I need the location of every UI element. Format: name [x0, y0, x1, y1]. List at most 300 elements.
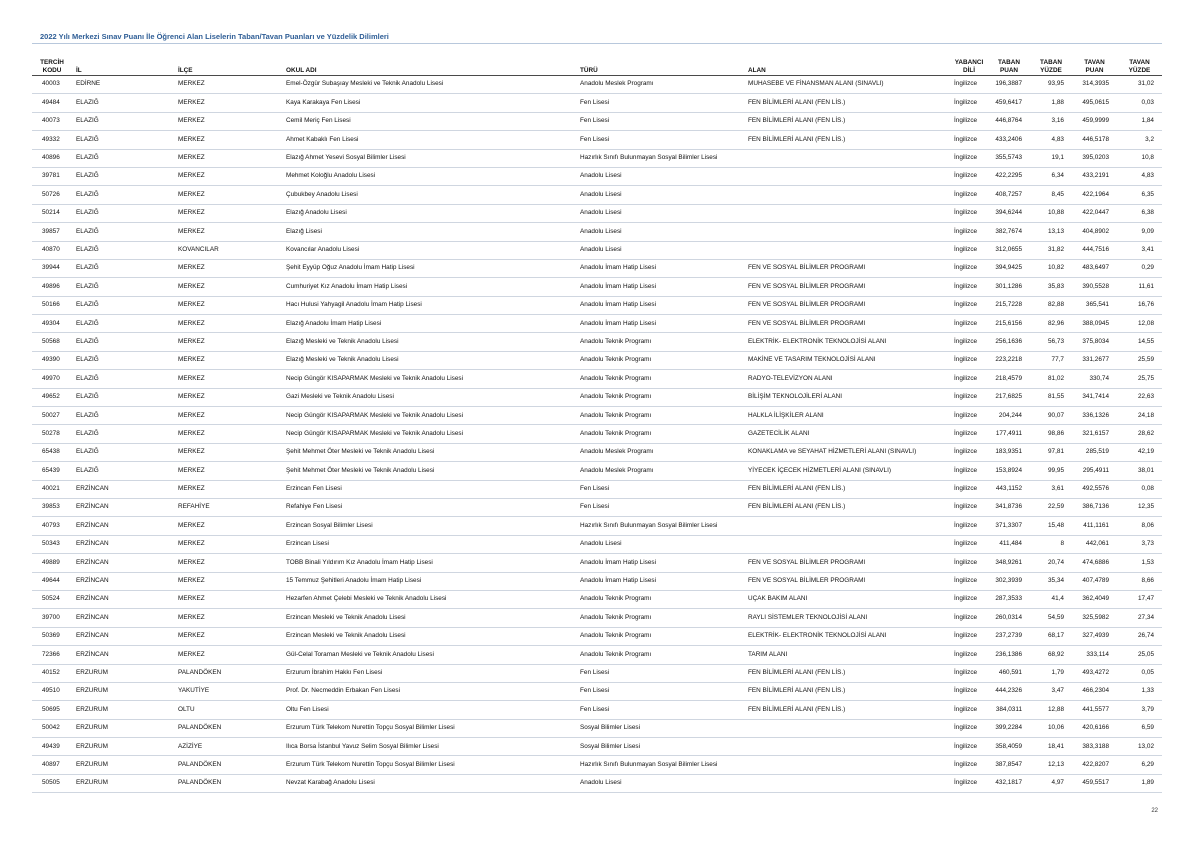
- cell-taban-puan: 204,244: [988, 407, 1030, 425]
- cell-okul-adi: Şehit Mehmet Öter Mesleki ve Teknik Anadolu Lisesi: [282, 462, 576, 480]
- cell-ilce: MERKEZ: [174, 554, 282, 572]
- cell-taban-yuzde: 82,88: [1030, 296, 1072, 314]
- cell-yabanci-dili: İngilizce: [950, 259, 988, 277]
- table-row: [32, 167, 1162, 185]
- table-row: [32, 701, 1162, 719]
- cell-ilce: PALANDÖKEN: [174, 756, 282, 774]
- cell-ilce: MERKEZ: [174, 462, 282, 480]
- cell-tercih-kodu: 49439: [32, 738, 72, 756]
- cell-tavan-puan: 388,0945: [1072, 315, 1117, 333]
- cell-ilce: MERKEZ: [174, 425, 282, 443]
- cell-tercih-kodu: 50166: [32, 296, 72, 314]
- cell-tercih-kodu: 50027: [32, 407, 72, 425]
- cell-yabanci-dili: İngilizce: [950, 682, 988, 700]
- cell-tercih-kodu: 40152: [32, 664, 72, 682]
- table-row: [32, 223, 1162, 241]
- cell-yabanci-dili: İngilizce: [950, 407, 988, 425]
- cell-okul-adi: Elazığ Anadolu Lisesi: [282, 204, 576, 222]
- cell-yabanci-dili: İngilizce: [950, 646, 988, 664]
- cell-taban-yuzde: 3,47: [1030, 682, 1072, 700]
- cell-tavan-yuzde: 3,73: [1117, 535, 1162, 553]
- cell-alan: FEN BİLİMLERİ ALANI (FEN LİS.): [744, 664, 950, 682]
- cell-il: ELAZIĞ: [72, 333, 174, 351]
- cell-taban-yuzde: 35,34: [1030, 572, 1072, 590]
- cell-taban-puan: 446,8764: [988, 112, 1030, 130]
- cell-turu: Anadolu İmam Hatip Lisesi: [576, 278, 744, 296]
- cell-alan: [744, 774, 950, 792]
- cell-taban-yuzde: 8: [1030, 535, 1072, 553]
- table-row: [32, 112, 1162, 130]
- cell-tavan-puan: 375,8034: [1072, 333, 1117, 351]
- cell-ilce: MERKEZ: [174, 278, 282, 296]
- cell-il: ERZİNCAN: [72, 517, 174, 535]
- cell-tercih-kodu: 50568: [32, 333, 72, 351]
- cell-il: ERZİNCAN: [72, 480, 174, 498]
- cell-taban-puan: 183,9351: [988, 443, 1030, 461]
- cell-turu: Anadolu İmam Hatip Lisesi: [576, 296, 744, 314]
- cell-tavan-puan: 331,2677: [1072, 351, 1117, 369]
- cell-turu: Hazırlık Sınıfı Bulunmayan Sosyal Bilimler Lisesi: [576, 149, 744, 167]
- cell-il: ERZURUM: [72, 738, 174, 756]
- cell-okul-adi: Prof. Dr. Necmeddin Erbakan Fen Lisesi: [282, 682, 576, 700]
- cell-ilce: MERKEZ: [174, 517, 282, 535]
- cell-yabanci-dili: İngilizce: [950, 517, 988, 535]
- cell-taban-yuzde: 1,88: [1030, 94, 1072, 112]
- cell-turu: Anadolu Teknik Programı: [576, 388, 744, 406]
- cell-il: ELAZIĞ: [72, 259, 174, 277]
- cell-ilce: OLTU: [174, 701, 282, 719]
- cell-tercih-kodu: 49484: [32, 94, 72, 112]
- cell-tavan-yuzde: 26,74: [1117, 627, 1162, 645]
- cell-alan: BİLİŞİM TEKNOLOJİLERİ ALANI: [744, 388, 950, 406]
- table-row: [32, 296, 1162, 314]
- cell-alan: KONAKLAMA ve SEYAHAT HİZMETLERİ ALANI (SINAVLI): [744, 443, 950, 461]
- header-tercih-kodu: TERCİH KODU: [32, 56, 72, 76]
- cell-alan: FEN BİLİMLERİ ALANI (FEN LİS.): [744, 112, 950, 130]
- cell-ilce: YAKUTİYE: [174, 682, 282, 700]
- cell-alan: FEN VE SOSYAL BİLİMLER PROGRAMI: [744, 554, 950, 572]
- header-alan: ALAN: [744, 56, 950, 76]
- cell-tercih-kodu: 49332: [32, 131, 72, 149]
- cell-alan: TARIM ALANI: [744, 646, 950, 664]
- cell-taban-yuzde: 1,79: [1030, 664, 1072, 682]
- cell-yabanci-dili: İngilizce: [950, 738, 988, 756]
- cell-yabanci-dili: İngilizce: [950, 76, 988, 94]
- cell-taban-puan: 215,6156: [988, 315, 1030, 333]
- cell-tavan-yuzde: 9,09: [1117, 223, 1162, 241]
- cell-alan: FEN BİLİMLERİ ALANI (FEN LİS.): [744, 94, 950, 112]
- cell-il: ELAZIĞ: [72, 131, 174, 149]
- cell-yabanci-dili: İngilizce: [950, 719, 988, 737]
- cell-tavan-yuzde: 12,35: [1117, 498, 1162, 516]
- cell-tavan-yuzde: 0,29: [1117, 259, 1162, 277]
- cell-taban-yuzde: 97,81: [1030, 443, 1072, 461]
- cell-tercih-kodu: 39781: [32, 167, 72, 185]
- table-row: [32, 738, 1162, 756]
- cell-tavan-puan: 495,0615: [1072, 94, 1117, 112]
- cell-taban-puan: 432,1817: [988, 774, 1030, 792]
- cell-tavan-yuzde: 6,29: [1117, 756, 1162, 774]
- cell-okul-adi: Erzurum Türk Telekom Nurettin Topçu Sosyal Bilimler Lisesi: [282, 756, 576, 774]
- cell-tercih-kodu: 50042: [32, 719, 72, 737]
- cell-tavan-puan: 422,1964: [1072, 186, 1117, 204]
- table-row: [32, 186, 1162, 204]
- table-row: [32, 204, 1162, 222]
- cell-alan: FEN VE SOSYAL BİLİMLER PROGRAMI: [744, 315, 950, 333]
- table-row: [32, 535, 1162, 553]
- cell-taban-puan: 355,5743: [988, 149, 1030, 167]
- cell-tavan-puan: 295,4911: [1072, 462, 1117, 480]
- cell-il: ELAZIĞ: [72, 204, 174, 222]
- cell-ilce: MERKEZ: [174, 259, 282, 277]
- cell-okul-adi: Erzincan Lisesi: [282, 535, 576, 553]
- cell-taban-yuzde: 98,86: [1030, 425, 1072, 443]
- cell-tercih-kodu: 39853: [32, 498, 72, 516]
- cell-alan: FEN BİLİMLERİ ALANI (FEN LİS.): [744, 701, 950, 719]
- cell-okul-adi: Necip Güngör KISAPARMAK Mesleki ve Teknik Anadolu Lisesi: [282, 370, 576, 388]
- cell-tercih-kodu: 49970: [32, 370, 72, 388]
- cell-taban-yuzde: 15,48: [1030, 517, 1072, 535]
- cell-taban-puan: 444,2326: [988, 682, 1030, 700]
- cell-tercih-kodu: 49652: [32, 388, 72, 406]
- cell-okul-adi: TOBB Binali Yıldırım Kız Anadolu İmam Hatip Lisesi: [282, 554, 576, 572]
- cell-taban-puan: 382,7674: [988, 223, 1030, 241]
- cell-il: ELAZIĞ: [72, 296, 174, 314]
- header-taban-puan: TABAN PUAN: [988, 56, 1030, 76]
- cell-taban-puan: 217,6825: [988, 388, 1030, 406]
- table-row: [32, 241, 1162, 259]
- cell-taban-yuzde: 3,16: [1030, 112, 1072, 130]
- cell-il: ELAZIĞ: [72, 351, 174, 369]
- cell-taban-puan: 341,8736: [988, 498, 1030, 516]
- cell-yabanci-dili: İngilizce: [950, 112, 988, 130]
- header-ilce: İLÇE: [174, 56, 282, 76]
- cell-tavan-yuzde: 13,02: [1117, 738, 1162, 756]
- cell-alan: YİYECEK İÇECEK HİZMETLERİ ALANI (SINAVLI): [744, 462, 950, 480]
- cell-alan: [744, 149, 950, 167]
- cell-tercih-kodu: 40793: [32, 517, 72, 535]
- cell-okul-adi: Erzincan Mesleki ve Teknik Anadolu Lisesi: [282, 609, 576, 627]
- cell-taban-puan: 399,2284: [988, 719, 1030, 737]
- cell-ilce: MERKEZ: [174, 388, 282, 406]
- cell-il: ELAZIĞ: [72, 370, 174, 388]
- cell-okul-adi: Nevzat Karabağ Anadolu Lisesi: [282, 774, 576, 792]
- cell-taban-yuzde: 10,88: [1030, 204, 1072, 222]
- table-row: [32, 443, 1162, 461]
- cell-taban-yuzde: 19,1: [1030, 149, 1072, 167]
- table-body: [32, 76, 1162, 793]
- cell-tavan-puan: 492,5576: [1072, 480, 1117, 498]
- cell-taban-yuzde: 12,88: [1030, 701, 1072, 719]
- cell-turu: Hazırlık Sınıfı Bulunmayan Sosyal Bilimler Lisesi: [576, 517, 744, 535]
- cell-taban-puan: 387,8547: [988, 756, 1030, 774]
- cell-tavan-yuzde: 11,61: [1117, 278, 1162, 296]
- cell-tavan-yuzde: 24,18: [1117, 407, 1162, 425]
- cell-il: ERZİNCAN: [72, 609, 174, 627]
- cell-alan: [744, 517, 950, 535]
- cell-yabanci-dili: İngilizce: [950, 315, 988, 333]
- cell-il: ERZİNCAN: [72, 498, 174, 516]
- cell-tavan-yuzde: 10,8: [1117, 149, 1162, 167]
- cell-tercih-kodu: 50214: [32, 204, 72, 222]
- cell-alan: UÇAK BAKIM ALANI: [744, 590, 950, 608]
- cell-taban-puan: 394,6244: [988, 204, 1030, 222]
- cell-tavan-puan: 362,4049: [1072, 590, 1117, 608]
- cell-tavan-yuzde: 27,34: [1117, 609, 1162, 627]
- header-yabanci-dili: YABANCI DİLİ: [950, 56, 988, 76]
- cell-tavan-yuzde: 28,62: [1117, 425, 1162, 443]
- table-row: [32, 333, 1162, 351]
- cell-taban-yuzde: 10,82: [1030, 259, 1072, 277]
- cell-il: ERZURUM: [72, 664, 174, 682]
- cell-ilce: MERKEZ: [174, 646, 282, 664]
- cell-tavan-puan: 442,061: [1072, 535, 1117, 553]
- table-row: [32, 76, 1162, 94]
- cell-tercih-kodu: 40870: [32, 241, 72, 259]
- cell-alan: FEN VE SOSYAL BİLİMLER PROGRAMI: [744, 259, 950, 277]
- cell-taban-yuzde: 22,59: [1030, 498, 1072, 516]
- table-row: [32, 774, 1162, 792]
- cell-taban-yuzde: 18,41: [1030, 738, 1072, 756]
- cell-il: ERZİNCAN: [72, 590, 174, 608]
- cell-turu: Anadolu İmam Hatip Lisesi: [576, 259, 744, 277]
- cell-tercih-kodu: 39944: [32, 259, 72, 277]
- cell-taban-yuzde: 12,13: [1030, 756, 1072, 774]
- table-row: [32, 370, 1162, 388]
- cell-turu: Anadolu Teknik Programı: [576, 627, 744, 645]
- cell-turu: Anadolu İmam Hatip Lisesi: [576, 572, 744, 590]
- cell-ilce: MERKEZ: [174, 94, 282, 112]
- cell-alan: FEN VE SOSYAL BİLİMLER PROGRAMI: [744, 572, 950, 590]
- cell-taban-yuzde: 81,02: [1030, 370, 1072, 388]
- cell-okul-adi: Mehmet Koloğlu Anadolu Lisesi: [282, 167, 576, 185]
- cell-yabanci-dili: İngilizce: [950, 425, 988, 443]
- cell-taban-puan: 153,8924: [988, 462, 1030, 480]
- cell-okul-adi: Hacı Hulusi Yahyagil Anadolu İmam Hatip Lisesi: [282, 296, 576, 314]
- cell-turu: Anadolu Lisesi: [576, 535, 744, 553]
- cell-tercih-kodu: 49390: [32, 351, 72, 369]
- cell-yabanci-dili: İngilizce: [950, 756, 988, 774]
- cell-tavan-yuzde: 22,63: [1117, 388, 1162, 406]
- cell-okul-adi: Erzurum İbrahim Hakkı Fen Lisesi: [282, 664, 576, 682]
- cell-tercih-kodu: 65438: [32, 443, 72, 461]
- cell-tavan-puan: 420,6166: [1072, 719, 1117, 737]
- cell-taban-yuzde: 3,61: [1030, 480, 1072, 498]
- cell-taban-yuzde: 68,92: [1030, 646, 1072, 664]
- cell-il: ELAZIĞ: [72, 167, 174, 185]
- table-row: [32, 388, 1162, 406]
- cell-taban-puan: 196,3887: [988, 76, 1030, 94]
- cell-taban-puan: 236,1386: [988, 646, 1030, 664]
- cell-tavan-puan: 459,9999: [1072, 112, 1117, 130]
- cell-turu: Fen Lisesi: [576, 131, 744, 149]
- cell-yabanci-dili: İngilizce: [950, 351, 988, 369]
- cell-yabanci-dili: İngilizce: [950, 388, 988, 406]
- cell-taban-yuzde: 41,4: [1030, 590, 1072, 608]
- header-okul-adi: OKUL ADI: [282, 56, 576, 76]
- cell-ilce: PALANDÖKEN: [174, 664, 282, 682]
- table-row: [32, 664, 1162, 682]
- cell-okul-adi: Erzincan Sosyal Bilimler Lisesi: [282, 517, 576, 535]
- cell-okul-adi: Refahiye Fen Lisesi: [282, 498, 576, 516]
- cell-ilce: MERKEZ: [174, 76, 282, 94]
- cell-turu: Fen Lisesi: [576, 112, 744, 130]
- cell-tavan-puan: 383,3188: [1072, 738, 1117, 756]
- cell-yabanci-dili: İngilizce: [950, 774, 988, 792]
- cell-il: ELAZIĞ: [72, 462, 174, 480]
- cell-ilce: MERKEZ: [174, 590, 282, 608]
- cell-alan: [744, 241, 950, 259]
- cell-tavan-puan: 433,2191: [1072, 167, 1117, 185]
- cell-ilce: MERKEZ: [174, 351, 282, 369]
- cell-il: ELAZIĞ: [72, 443, 174, 461]
- cell-okul-adi: Elazığ Mesleki ve Teknik Anadolu Lisesi: [282, 351, 576, 369]
- cell-okul-adi: Gül-Celal Toraman Mesleki ve Teknik Anadolu Lisesi: [282, 646, 576, 664]
- cell-tercih-kodu: 65439: [32, 462, 72, 480]
- cell-ilce: MERKEZ: [174, 609, 282, 627]
- cell-taban-puan: 371,3307: [988, 517, 1030, 535]
- cell-turu: Anadolu Lisesi: [576, 186, 744, 204]
- cell-alan: [744, 756, 950, 774]
- cell-taban-puan: 301,1286: [988, 278, 1030, 296]
- cell-yabanci-dili: İngilizce: [950, 627, 988, 645]
- cell-okul-adi: Ilıca Borsa İstanbul Yavuz Selim Sosyal Bilimler Lisesi: [282, 738, 576, 756]
- cell-taban-puan: 384,0311: [988, 701, 1030, 719]
- cell-taban-puan: 223,2218: [988, 351, 1030, 369]
- cell-tercih-kodu: 50343: [32, 535, 72, 553]
- header-turu: TÜRÜ: [576, 56, 744, 76]
- cell-okul-adi: Elazığ Ahmet Yesevi Sosyal Bilimler Lisesi: [282, 149, 576, 167]
- cell-yabanci-dili: İngilizce: [950, 664, 988, 682]
- cell-ilce: MERKEZ: [174, 204, 282, 222]
- cell-alan: RAYLI SİSTEMLER TEKNOLOJİSİ ALANI: [744, 609, 950, 627]
- cell-il: ERZİNCAN: [72, 572, 174, 590]
- cell-il: ELAZIĞ: [72, 241, 174, 259]
- cell-il: ERZURUM: [72, 701, 174, 719]
- cell-okul-adi: Cumhuriyet Kız Anadolu İmam Hatip Lisesi: [282, 278, 576, 296]
- page-title: 2022 Yılı Merkezi Sınav Puanı İle Öğrenci Alan Liselerin Taban/Tavan Puanları ve Yüzdelik Dilimleri: [40, 32, 389, 41]
- cell-tercih-kodu: 50505: [32, 774, 72, 792]
- table-row: [32, 351, 1162, 369]
- cell-tercih-kodu: 50369: [32, 627, 72, 645]
- cell-okul-adi: Kaya Karakaya Fen Lisesi: [282, 94, 576, 112]
- cell-turu: Anadolu İmam Hatip Lisesi: [576, 315, 744, 333]
- cell-il: ELAZIĞ: [72, 278, 174, 296]
- cell-tavan-puan: 474,6886: [1072, 554, 1117, 572]
- cell-tavan-yuzde: 4,83: [1117, 167, 1162, 185]
- cell-tavan-puan: 466,2304: [1072, 682, 1117, 700]
- cell-alan: [744, 167, 950, 185]
- cell-turu: Anadolu Teknik Programı: [576, 590, 744, 608]
- cell-turu: Anadolu Lisesi: [576, 223, 744, 241]
- cell-il: ELAZIĞ: [72, 425, 174, 443]
- cell-il: ERZURUM: [72, 756, 174, 774]
- cell-tercih-kodu: 50524: [32, 590, 72, 608]
- header-il: İL: [72, 56, 174, 76]
- cell-tavan-yuzde: 0,05: [1117, 664, 1162, 682]
- cell-okul-adi: Necip Güngör KISAPARMAK Mesleki ve Teknik Anadolu Lisesi: [282, 425, 576, 443]
- cell-alan: GAZETECİLİK ALANI: [744, 425, 950, 443]
- cell-alan: [744, 186, 950, 204]
- table-row: [32, 554, 1162, 572]
- cell-okul-adi: Çubukbey Anadolu Lisesi: [282, 186, 576, 204]
- header-tavan-puan: TAVAN PUAN: [1072, 56, 1117, 76]
- cell-turu: Anadolu Teknik Programı: [576, 407, 744, 425]
- cell-turu: Fen Lisesi: [576, 701, 744, 719]
- cell-tercih-kodu: 40021: [32, 480, 72, 498]
- cell-yabanci-dili: İngilizce: [950, 333, 988, 351]
- cell-taban-puan: 237,2739: [988, 627, 1030, 645]
- cell-il: ERZİNCAN: [72, 646, 174, 664]
- cell-il: ELAZIĞ: [72, 94, 174, 112]
- cell-taban-puan: 460,591: [988, 664, 1030, 682]
- table-row: [32, 259, 1162, 277]
- cell-taban-puan: 411,484: [988, 535, 1030, 553]
- cell-tavan-puan: 441,5577: [1072, 701, 1117, 719]
- cell-taban-yuzde: 6,34: [1030, 167, 1072, 185]
- cell-yabanci-dili: İngilizce: [950, 572, 988, 590]
- cell-il: ERZURUM: [72, 682, 174, 700]
- cell-tercih-kodu: 50695: [32, 701, 72, 719]
- cell-turu: Anadolu Teknik Programı: [576, 425, 744, 443]
- table-row: [32, 590, 1162, 608]
- cell-tavan-yuzde: 31,02: [1117, 76, 1162, 94]
- cell-tavan-puan: 459,5517: [1072, 774, 1117, 792]
- table-row: [32, 517, 1162, 535]
- cell-alan: FEN BİLİMLERİ ALANI (FEN LİS.): [744, 498, 950, 516]
- cell-alan: RADYO-TELEVİZYON ALANI: [744, 370, 950, 388]
- cell-taban-puan: 287,3533: [988, 590, 1030, 608]
- cell-taban-yuzde: 82,96: [1030, 315, 1072, 333]
- cell-turu: Fen Lisesi: [576, 94, 744, 112]
- cell-tavan-puan: 493,4272: [1072, 664, 1117, 682]
- cell-tavan-puan: 411,1161: [1072, 517, 1117, 535]
- cell-yabanci-dili: İngilizce: [950, 149, 988, 167]
- cell-taban-puan: 177,4911: [988, 425, 1030, 443]
- cell-taban-puan: 256,1636: [988, 333, 1030, 351]
- cell-taban-puan: 459,6417: [988, 94, 1030, 112]
- cell-tavan-puan: 422,0447: [1072, 204, 1117, 222]
- cell-ilce: PALANDÖKEN: [174, 719, 282, 737]
- cell-tercih-kodu: 72366: [32, 646, 72, 664]
- cell-tercih-kodu: 49889: [32, 554, 72, 572]
- cell-taban-yuzde: 8,45: [1030, 186, 1072, 204]
- cell-tavan-puan: 321,6157: [1072, 425, 1117, 443]
- cell-ilce: MERKEZ: [174, 572, 282, 590]
- cell-taban-puan: 218,4579: [988, 370, 1030, 388]
- cell-yabanci-dili: İngilizce: [950, 204, 988, 222]
- table-header-row: [32, 56, 1162, 76]
- cell-tavan-puan: 325,5982: [1072, 609, 1117, 627]
- cell-yabanci-dili: İngilizce: [950, 278, 988, 296]
- cell-yabanci-dili: İngilizce: [950, 94, 988, 112]
- page-number: 22: [1151, 808, 1158, 814]
- table-row: [32, 425, 1162, 443]
- cell-taban-yuzde: 56,73: [1030, 333, 1072, 351]
- cell-tercih-kodu: 50726: [32, 186, 72, 204]
- cell-tavan-yuzde: 0,03: [1117, 94, 1162, 112]
- cell-il: ELAZIĞ: [72, 149, 174, 167]
- cell-tercih-kodu: 49510: [32, 682, 72, 700]
- cell-turu: Anadolu Meslek Programı: [576, 76, 744, 94]
- cell-tavan-puan: 386,7136: [1072, 498, 1117, 516]
- table-row: [32, 719, 1162, 737]
- cell-taban-yuzde: 90,07: [1030, 407, 1072, 425]
- cell-alan: [744, 719, 950, 737]
- cell-tavan-yuzde: 0,08: [1117, 480, 1162, 498]
- cell-tercih-kodu: 40003: [32, 76, 72, 94]
- cell-turu: Fen Lisesi: [576, 664, 744, 682]
